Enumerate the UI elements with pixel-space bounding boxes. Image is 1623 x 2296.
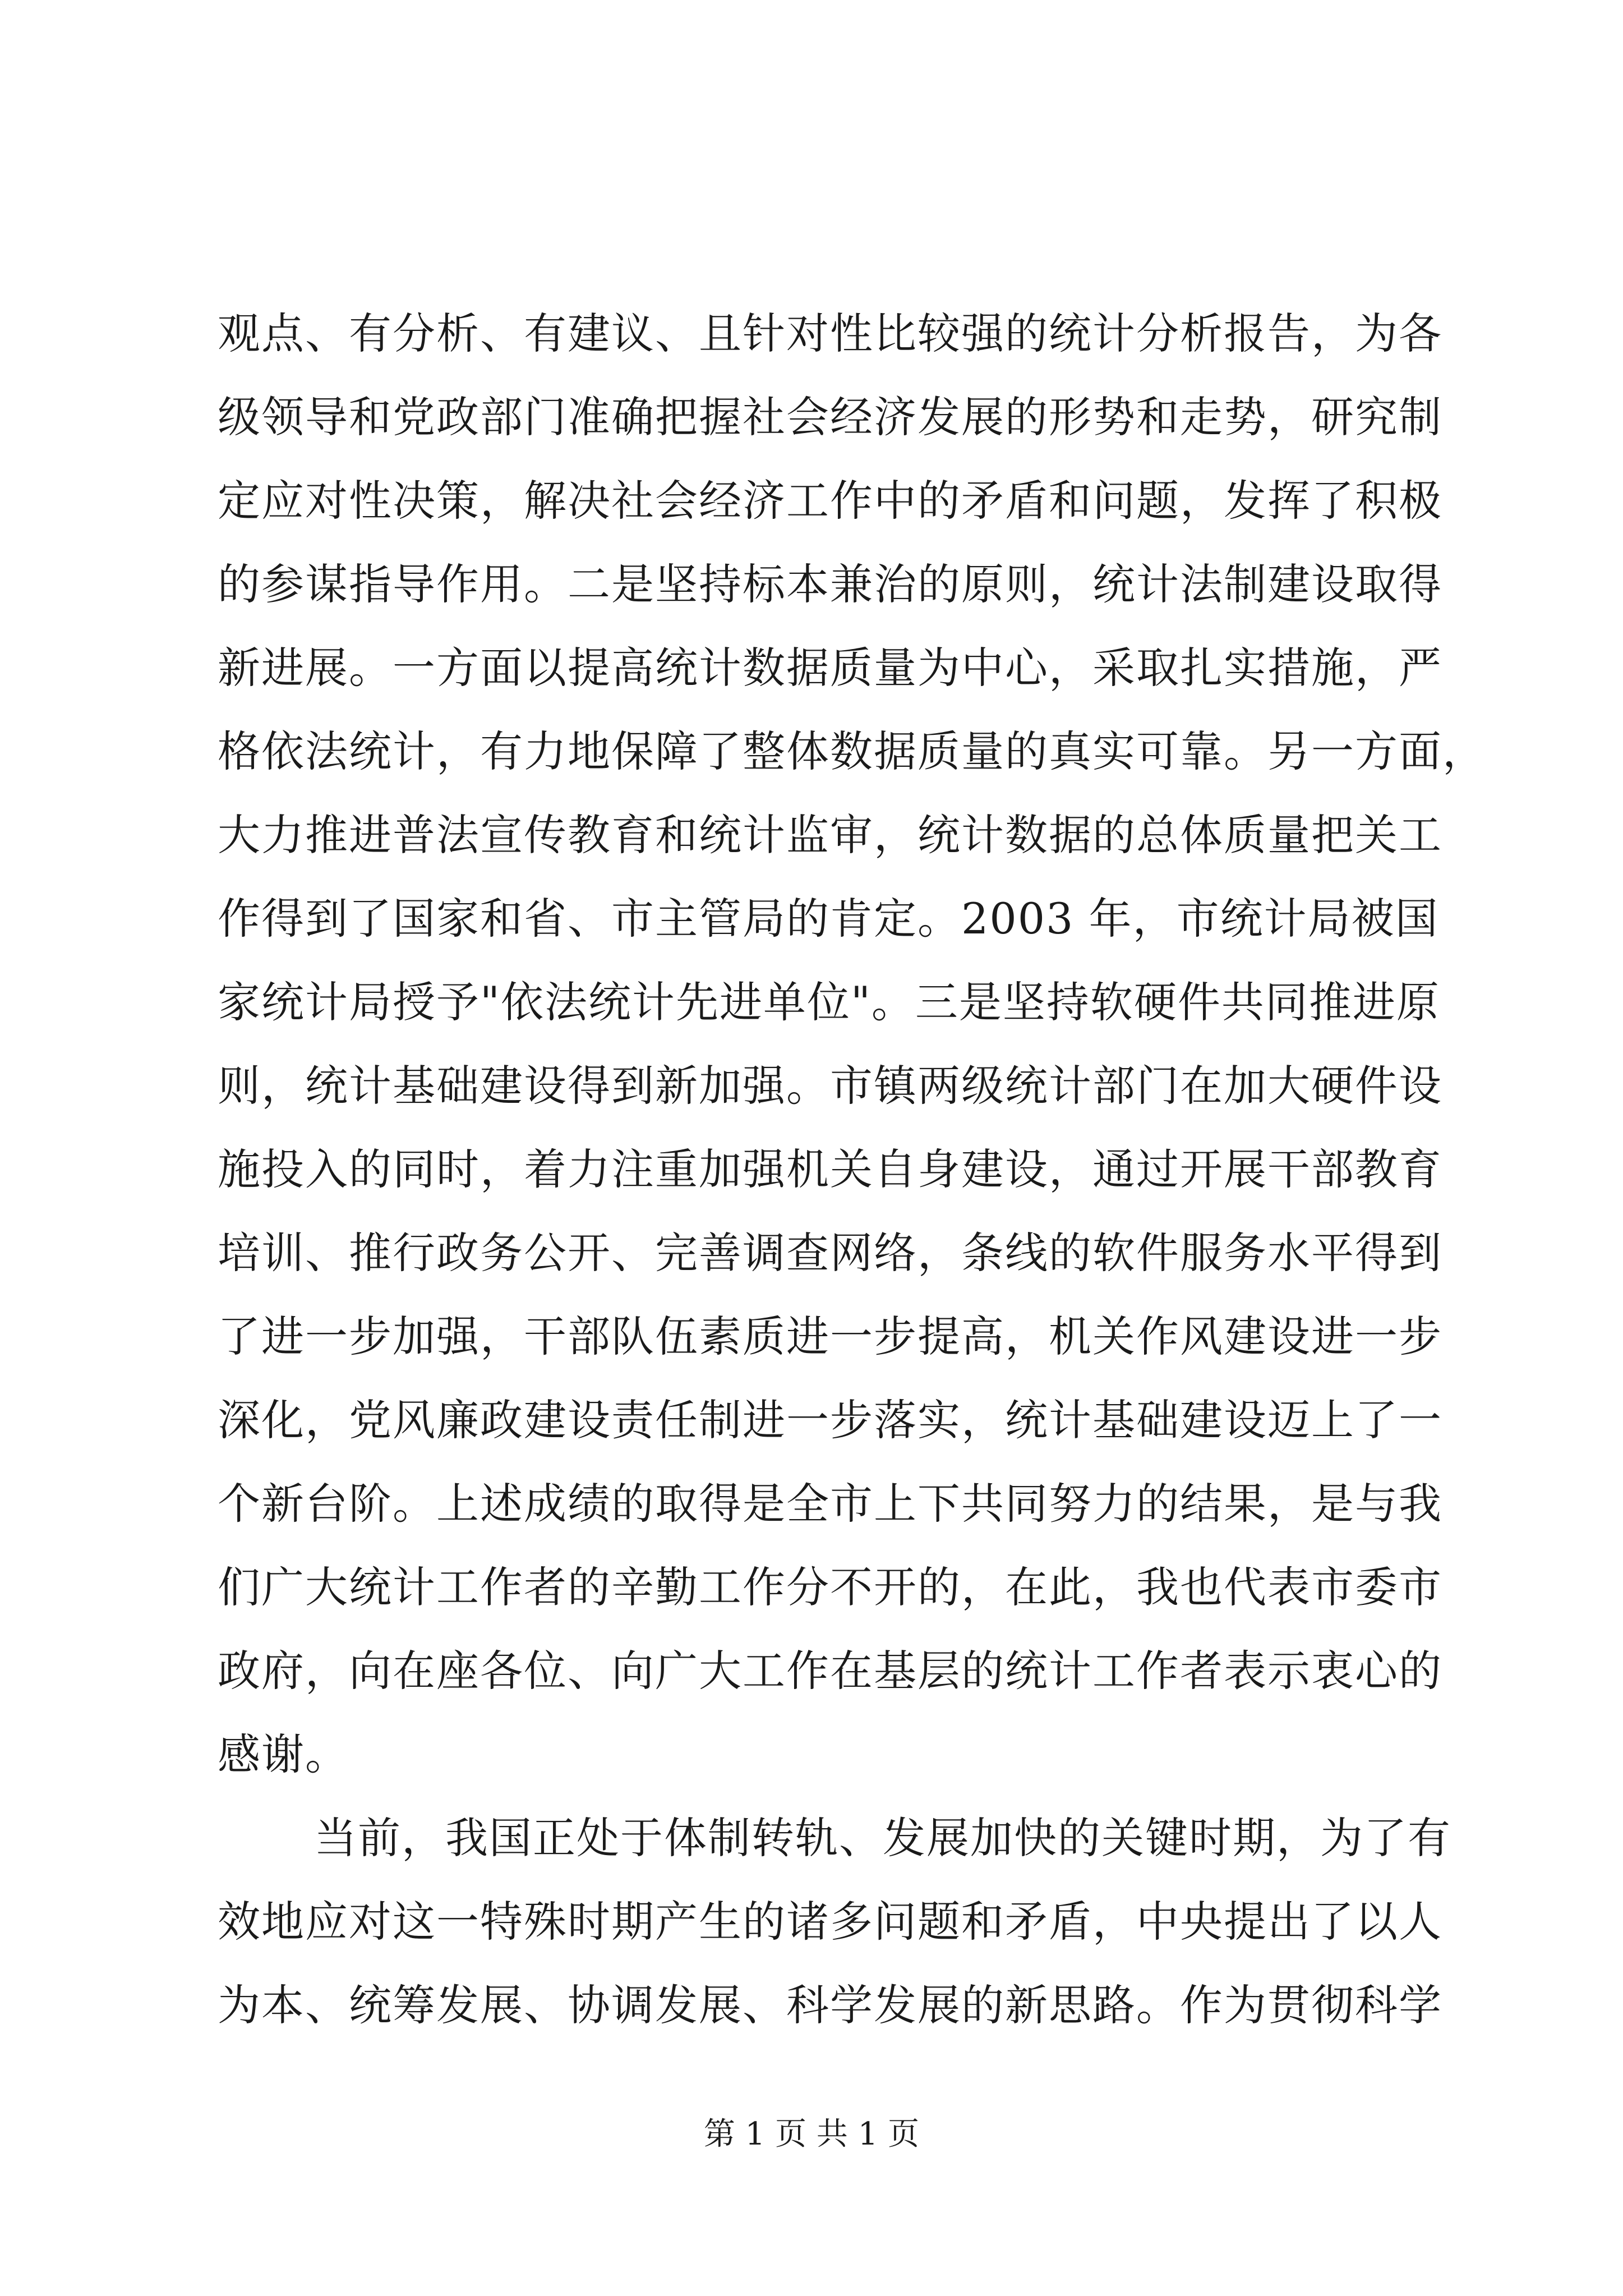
text-line: 施投入的同时，着力注重加强机关自身建设，通过开展干部教育 <box>218 1144 1442 1194</box>
text-line: 则，统计基础建设得到新加强。市镇两级统计部门在加大硬件设 <box>218 1061 1442 1111</box>
text-line: 作得到了国家和省、市主管局的肯定。2003 年，市统计局被国 <box>218 894 1439 944</box>
text-line: 个新台阶。上述成绩的取得是全市上下共同努力的结果，是与我 <box>218 1479 1442 1529</box>
page-number: 第 1 页 共 1 页 <box>703 2116 920 2152</box>
text-line: 培训、推行政务公开、完善调查网络，条线的软件服务水平得到 <box>218 1228 1442 1278</box>
text-line: 新进展。一方面以提高统计数据质量为中心，采取扎实措施，严 <box>218 643 1442 693</box>
text-line: 定应对性决策，解决社会经济工作中的矛盾和问题，发挥了积极 <box>218 476 1442 526</box>
text-line: 级领导和党政部门准确把握社会经济发展的形势和走势，研究制 <box>218 392 1442 442</box>
text-line: 的参谋指导作用。二是坚持标本兼治的原则，统计法制建设取得 <box>218 559 1442 609</box>
text-line: 大力推进普法宣传教育和统计监审，统计数据的总体质量把关工 <box>218 810 1442 860</box>
text-line: 效地应对这一特殊时期产生的诸多问题和矛盾，中央提出了以人 <box>218 1897 1442 1947</box>
text-line: 观点、有分析、有建议、且针对性比较强的统计分析报告，为各 <box>218 309 1442 358</box>
text-line: 们广大统计工作者的辛勤工作分不开的，在此，我也代表市委市 <box>218 1562 1442 1612</box>
text-line: 格依法统计，有力地保障了整体数据质量的真实可靠。另一方面， <box>218 726 1486 776</box>
text-line: 感谢。 <box>218 1729 349 1779</box>
text-line: 深化，党风廉政建设责任制进一步落实，统计基础建设迈上了一 <box>218 1395 1442 1445</box>
text-line: 为本、统筹发展、协调发展、科学发展的新思路。作为贯彻科学 <box>218 1980 1442 2030</box>
text-line: 当前，我国正处于体制转轨、发展加快的关键时期，为了有 <box>314 1813 1451 1863</box>
document-body <box>218 292 1486 2047</box>
text-line: 政府，向在座各位、向广大工作在基层的统计工作者表示衷心的 <box>218 1646 1442 1696</box>
page-footer <box>0 2112 1623 2157</box>
text-line: 了进一步加强，干部队伍素质进一步提高，机关作风建设进一步 <box>218 1312 1442 1361</box>
text-line: 家统计局授予"依法统计先进单位"。三是坚持软硬件共同推进原 <box>218 977 1440 1027</box>
